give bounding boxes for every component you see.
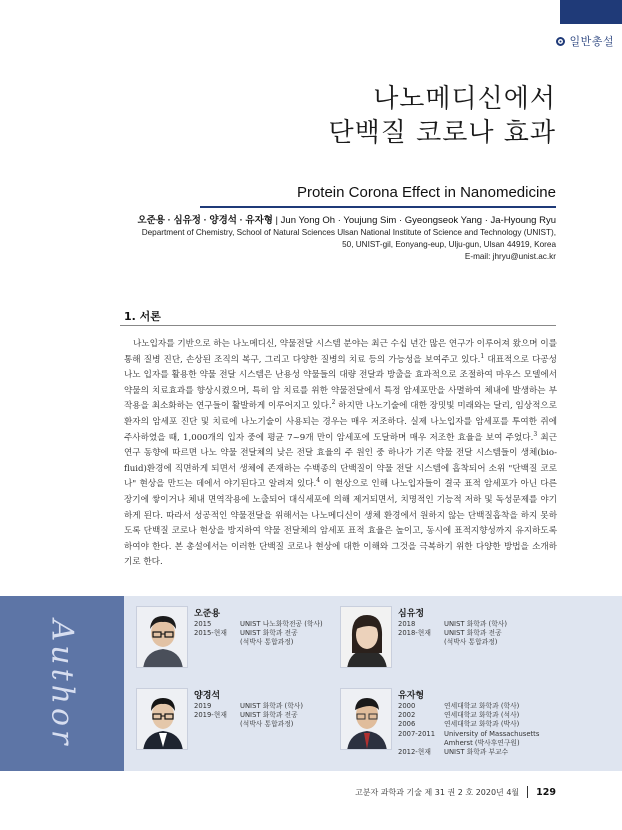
corner-color-block	[560, 0, 622, 24]
author-photo	[340, 606, 392, 668]
authors-korean: 오준용 · 심유정 · 양경석 · 유자형	[137, 215, 273, 226]
career-row	[194, 702, 303, 711]
career-row	[194, 638, 323, 647]
citation-1: 1	[480, 352, 485, 360]
body-text-part-4: 최근 연구 동향에 따르면 나노 약물 전달체의 낮은 전달 효율의 주 원인 중 하나가 기존 약물 전달 시스템들이 생체(bio-fluid)환경에 직면하게 되면서 생체에 존재하는 수백종의 단백질이 약물 전달 시스템에 흡착되어 소위 "단백질 코로나" 현상을 만드는 데에서 야기된다고 알려져 있다.	[124, 432, 558, 490]
career-desc: University of Massachusetts	[444, 729, 540, 738]
article-title-korean	[329, 82, 556, 150]
author-photo	[136, 606, 188, 668]
title-kr-line-2: 단백질 코로나 효과	[328, 118, 556, 148]
author-line	[137, 212, 556, 226]
author-name: 오준용	[194, 609, 221, 619]
career-desc: 연세대학교 화학과 (박사)	[444, 720, 520, 729]
career-desc: UNIST 화학과 전공	[444, 629, 502, 638]
career-year: 2015	[194, 620, 212, 628]
body-text-part-2: 대표적으로 다공성 나노 입자를 활용한 약물 전달 시스템은 난용성 약물들의 대량 전달과 방출을 효과적으로 조절하여 마우스 모델에서 약물의 치료효과를 향상시켰으며, 특히 암 치료를 위한 약물전달에서 특정 암세포만을 사멸하여 체내에 발생하는 부작용을 최소화하는 연구들이 활발하게 이루어지고 있다.	[124, 354, 557, 412]
career-row	[398, 730, 539, 739]
career-row	[398, 739, 539, 748]
portrait-icon	[137, 689, 188, 750]
category-label	[556, 33, 614, 49]
career-year: 2012-현재	[398, 748, 431, 757]
career-desc: 연세대학교 화학과 (석사)	[444, 711, 520, 720]
authors-english: Jun Yong Oh · Youjung Sim · Gyeongseok Yang · Ja-Hyoung Ryu	[280, 215, 556, 226]
title-divider	[200, 206, 556, 208]
career-year: 2019	[194, 702, 212, 710]
article-title-english: Protein Corona Effect in Nanomedicine	[296, 184, 556, 201]
affiliation-email: E-mail: jhryu@unist.ac.kr	[464, 251, 556, 261]
career-row	[398, 620, 507, 629]
body-text-part-3: 하지만 나노기술에 대한 장밋빛 미래와는 달리, 임상적으로 환자의 암세포 진단 및 치료에 나노기술이 사용되는 경우는 매우 저조하다. 실제 나노입자를 암세포를 투여한 쥐에 주사하였을 때, 1,000개의 입자 중에 평균 7~9개 만이 암세포에 도달하며 매우 저조한 효율을 보여 주었다.	[124, 401, 557, 443]
career-year: 2007-2011	[398, 729, 436, 738]
intro-paragraph	[124, 337, 557, 571]
portrait-icon	[137, 607, 188, 668]
career-desc: UNIST 화학과 (학사)	[240, 702, 303, 710]
author-name: 양경석	[194, 691, 221, 701]
author-photo	[340, 688, 392, 750]
affiliation-line-1: Department of Chemistry, School of Natural Sciences Ulsan National Institute of Science and Technology (UNIST),	[141, 228, 556, 237]
career-year: 2002	[398, 711, 416, 720]
career-row	[398, 748, 539, 757]
author-name: 유자형	[398, 691, 425, 701]
citation-2: 2	[331, 399, 336, 407]
category-text: 일반총설	[569, 35, 614, 48]
career-year: 2000	[398, 702, 416, 710]
authors-separator: |	[272, 215, 281, 226]
author-career	[194, 702, 303, 730]
career-desc: (석박사 통합과정)	[444, 638, 498, 647]
section-divider	[120, 325, 556, 326]
career-year: 2018-현재	[398, 629, 431, 638]
author-name: 심유정	[398, 609, 425, 619]
citation-4: 4	[316, 477, 321, 485]
section-heading: 1. 서론	[124, 310, 161, 323]
affiliation-line-2: 50, UNIST-gil, Eonyang-eup, Ulju-gun, Ulsan 44919, Korea	[342, 239, 556, 249]
affiliation	[142, 227, 556, 262]
portrait-icon	[341, 689, 392, 750]
career-desc: Amherst (박사후연구원)	[444, 738, 520, 747]
career-year: 2015-현재	[194, 629, 227, 638]
career-row	[398, 702, 539, 711]
author-career	[398, 702, 539, 757]
career-desc: UNIST 나노화학전공 (학사)	[240, 620, 323, 628]
career-desc: (석박사 통합과정)	[240, 720, 294, 729]
career-year: 2018	[398, 620, 416, 628]
career-year	[398, 739, 444, 748]
body-text-part-5: 이 현상으로 인해 나노입자들이 결국 표적 암세포가 아닌 다른 장기에 쌓이거나 체내 면역작용에 노출되어 대식세포에 의해 제거되면서, 치명적인 기능적 저하 및 독성문제를 야기하게 된다. 따라서 성공적인 약물전달을 위해서는 나노메디신이 생체 환경에서 원하지 않는 단백질흡착을 하지 못하도록 단백질 코로나 현상을 방지하여 약물 전달체의 암세포 표적 효율은 높이고, 동시에 표적지향성까지 유지하도록 하여야 한다. 본 총설에서는 이러한 단백질 코로나 현상에 대한 이해와 그것을 극복하기 위한 다양한 방법을 소개하기로 한다.	[124, 479, 557, 568]
career-year	[194, 720, 240, 729]
portrait-icon	[341, 607, 392, 668]
citation-3: 3	[533, 430, 538, 438]
career-row	[398, 720, 539, 729]
career-desc: UNIST 화학과 부교수	[444, 748, 509, 757]
title-kr-line-1: 나노메디신에서	[373, 84, 556, 114]
author-career	[194, 620, 323, 648]
career-year: 2006	[398, 720, 416, 729]
career-row	[194, 620, 323, 629]
page-footer	[355, 786, 556, 798]
author-box-label: Author	[44, 619, 80, 749]
career-year	[398, 638, 444, 647]
author-box-side-panel	[0, 596, 124, 771]
career-year: 2019-현재	[194, 711, 227, 720]
career-year	[194, 638, 240, 647]
career-desc: 연세대학교 화학과 (학사)	[444, 702, 520, 710]
career-desc: UNIST 화학과 (학사)	[444, 620, 507, 628]
journal-info: 고분자 과학과 기술 제 31 권 2 호 2020년 4월	[355, 787, 520, 797]
career-desc: UNIST 화학과 전공	[240, 629, 298, 638]
career-desc: (석박사 통합과정)	[240, 638, 294, 647]
career-row	[398, 638, 507, 647]
footer-divider	[527, 786, 528, 798]
body-text-part-1: 나노입자를 기반으로 하는 나노메디신, 약물전달 시스템 분야는 최근 수십 년간 많은 연구가 이루어져 왔으며 이를 통해 질병 진단, 손상된 조직의 복구, 그리고 다양한 질병의 치료 등의 가능성을 보여주고 있다.	[124, 339, 557, 365]
page-number: 129	[536, 786, 556, 798]
bullet-circle-icon	[556, 37, 565, 46]
career-row	[194, 720, 303, 729]
body-paragraph	[124, 337, 557, 571]
author-career	[398, 620, 507, 648]
author-photo	[136, 688, 188, 750]
career-desc: UNIST 화학과 전공	[240, 711, 298, 720]
